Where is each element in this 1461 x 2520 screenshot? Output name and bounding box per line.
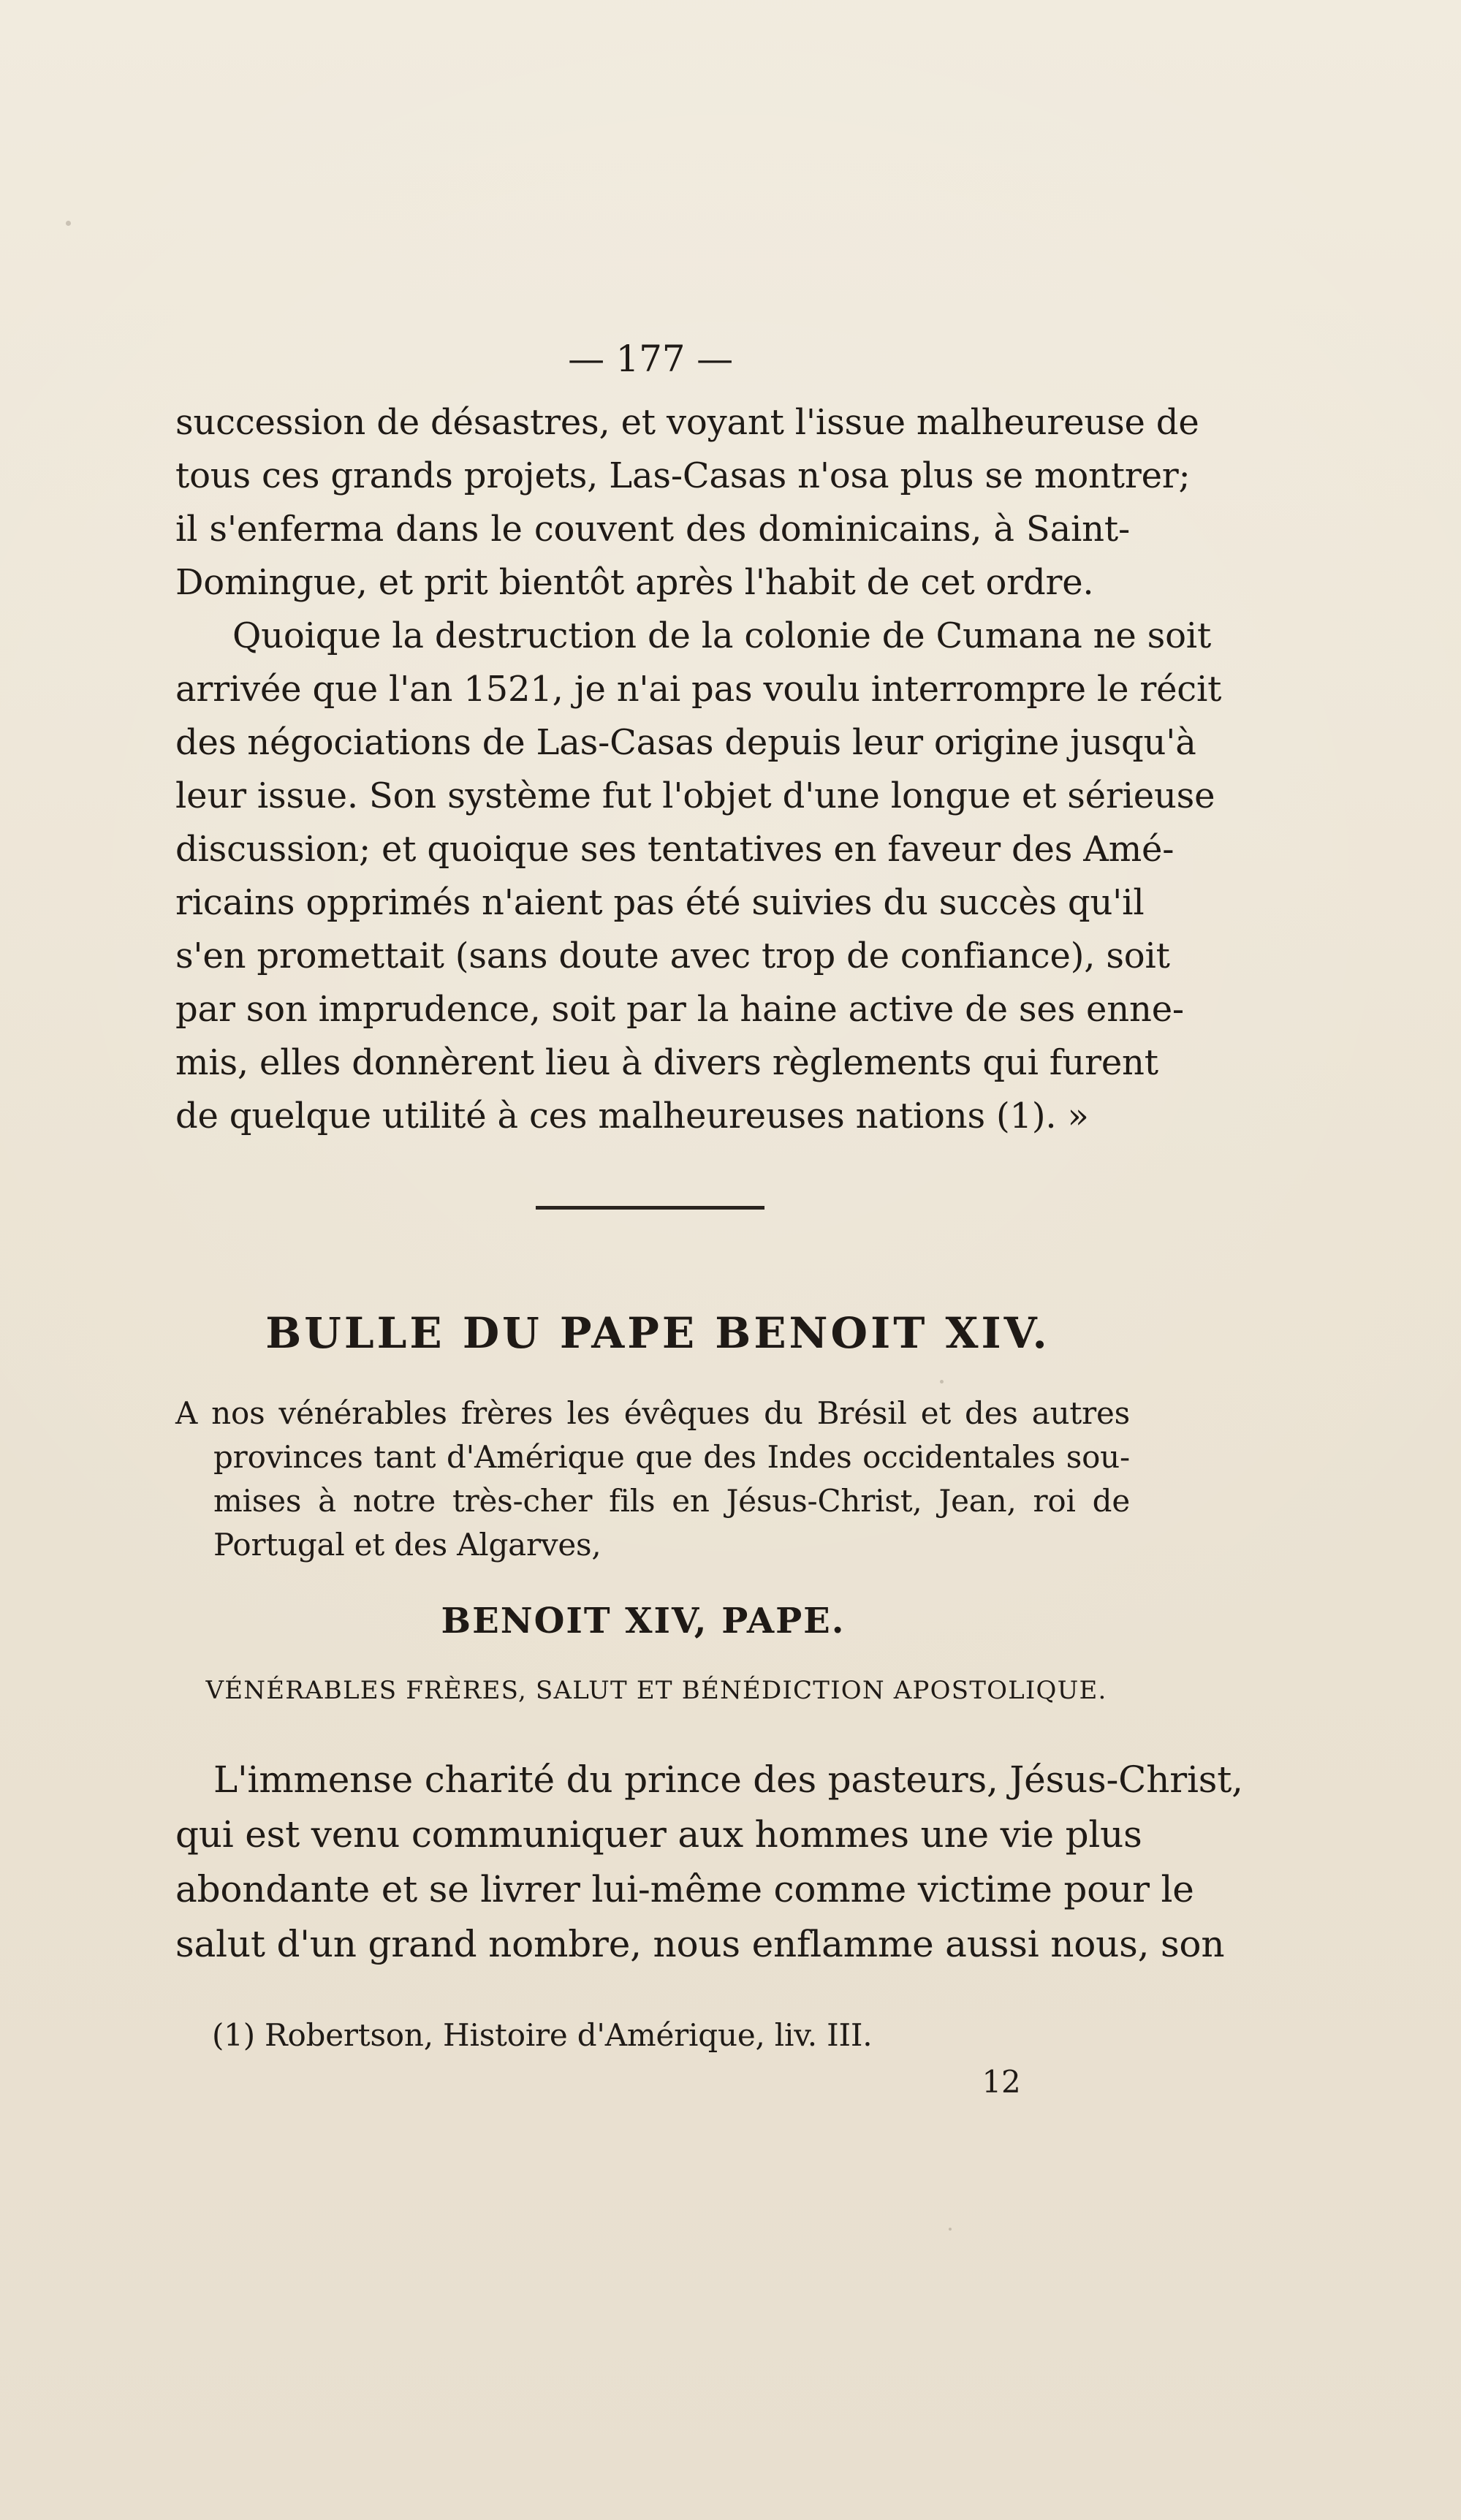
address-line: mises à notre très-cher fils en Jésus-Christ, Jean, roi de: [213, 1483, 1130, 1519]
text-line: Domingue, et prit bientôt après l'habit de cet ordre.: [175, 562, 1094, 603]
address-line: A nos vénérables frères les évêques du Brésil et des autres: [175, 1395, 1130, 1431]
footnote: (1) Robertson, Histoire d'Amérique, liv. III.: [212, 2017, 873, 2053]
signature-mark: 12: [982, 2064, 1021, 2100]
text-line: de quelque utilité à ces malheureuses nations (1). »: [175, 1096, 1089, 1136]
letter-title: BENOIT XIV, PAPE.: [441, 1601, 846, 1642]
body-line: salut d'un grand nombre, nous enflamme aussi nous, son: [175, 1923, 1225, 1965]
text-line: des négociations de Las-Casas depuis leur origine jusqu'à: [175, 722, 1196, 763]
paper-speck: [949, 2228, 952, 2231]
text-line: arrivée que l'an 1521, je n'ai pas voulu interrompre le récit: [175, 669, 1222, 710]
body-line: L'immense charité du prince des pasteurs, Jésus-Christ,: [213, 1758, 1243, 1801]
text-line: ricains opprimés n'aient pas été suivies du succès qu'il: [175, 882, 1145, 923]
text-line: tous ces grands projets, Las-Casas n'osa plus se montrer;: [175, 455, 1191, 496]
paper-speck: [66, 221, 71, 226]
text-line: s'en promettait (sans doute avec trop de confiance), soit: [175, 935, 1170, 976]
text-line: mis, elles donnèrent lieu à divers règlements qui furent: [175, 1042, 1158, 1083]
section-heading: BULLE DU PAPE BENOIT XIV.: [265, 1308, 1050, 1358]
text-line: par son imprudence, soit par la haine active de ses enne-: [175, 989, 1184, 1030]
address-line: provinces tant d'Amérique que des Indes occidentales sou-: [213, 1439, 1130, 1475]
body-line: qui est venu communiquer aux hommes une vie plus: [175, 1813, 1142, 1856]
address-line: Portugal et des Algarves,: [213, 1527, 602, 1563]
text-line: succession de désastres, et voyant l'issue malheureuse de: [175, 402, 1199, 443]
paper-speck: [940, 1380, 944, 1384]
text-line: il s'enferma dans le couvent des dominicains, à Saint-: [175, 509, 1130, 550]
greeting-line: VÉNÉRABLES FRÈRES, SALUT ET BÉNÉDICTION APOSTOLIQUE.: [205, 1676, 1107, 1705]
text-line: discussion; et quoique ses tentatives en faveur des Amé-: [175, 829, 1175, 870]
section-divider: [536, 1206, 764, 1210]
page-number: — 177 —: [568, 338, 733, 380]
text-line: leur issue. Son système fut l'objet d'une longue et sérieuse: [175, 775, 1215, 816]
text-line: Quoique la destruction de la colonie de Cumana ne soit: [232, 615, 1212, 656]
body-line: abondante et se livrer lui-même comme victime pour le: [175, 1868, 1194, 1910]
